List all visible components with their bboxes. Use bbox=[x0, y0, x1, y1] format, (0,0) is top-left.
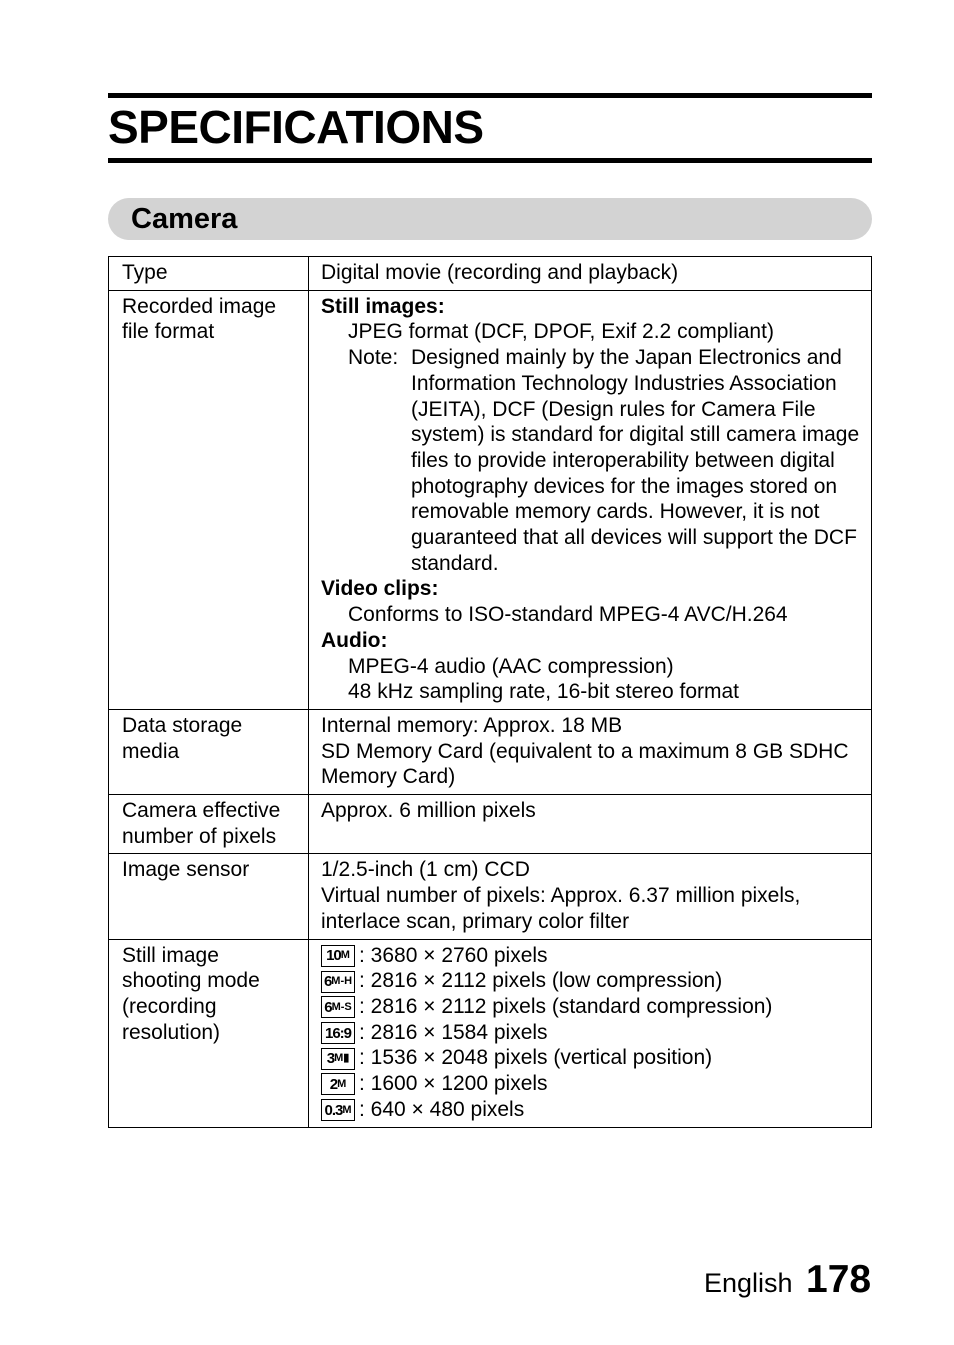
resolution-6m-h-icon: 6 M-H bbox=[321, 971, 355, 993]
resolution-6m-s-icon: 6 M-S bbox=[321, 996, 355, 1018]
section-header bbox=[108, 198, 872, 240]
row-label-storage: Data storage media bbox=[109, 709, 309, 794]
storage-line-2: SD Memory Card (equivalent to a maximum 8 GB SDHC Memory Card) bbox=[321, 739, 849, 789]
note-text: Designed mainly by the Japan Electronics and Information Technology Industries Association (JEITA), DCF (Design rules for Camera File system) is standard for digital still camera image files to provide interoperability between digital photography devices for the images stored on removable memory cards. However, it is not guaranteed that all devices will support the DCF standard. bbox=[411, 346, 860, 575]
dcf-note bbox=[321, 345, 863, 576]
mode-text: : 640 × 480 pixels bbox=[359, 1097, 525, 1121]
mode-text: : 2816 × 1584 pixels bbox=[359, 1020, 548, 1044]
mode-row-3m-vertical bbox=[321, 1045, 863, 1071]
sensor-line-1: 1/2.5-inch (1 cm) CCD bbox=[321, 858, 530, 882]
mode-row-6m-h bbox=[321, 968, 863, 994]
page-title: SPECIFICATIONS bbox=[108, 101, 484, 153]
table-row bbox=[109, 795, 872, 854]
table-row bbox=[109, 709, 872, 794]
resolution-3m-vertical-icon: 3 M▮ bbox=[321, 1048, 355, 1070]
mode-row-2m bbox=[321, 1071, 863, 1097]
sensor-line-2: Virtual number of pixels: Approx. 6.37 million pixels, interlace scan, primary color filter bbox=[321, 884, 801, 933]
resolution-16-9-icon: 16:9 bbox=[321, 1022, 355, 1044]
row-label-format: Recorded image file format bbox=[109, 290, 309, 709]
mode-text: : 1600 × 1200 pixels bbox=[359, 1072, 548, 1096]
row-value-shooting bbox=[309, 939, 872, 1127]
still-images-value: JPEG format (DCF, DPOF, Exif 2.2 compliant) bbox=[348, 320, 774, 344]
audio-value-1: MPEG-4 audio (AAC compression) bbox=[348, 654, 674, 678]
table-row bbox=[109, 257, 872, 291]
note-label: Note: bbox=[348, 346, 399, 370]
video-clips-value: Conforms to ISO-standard MPEG-4 AVC/H.264 bbox=[348, 603, 788, 627]
table-row bbox=[109, 854, 872, 939]
mode-row-10m bbox=[321, 943, 863, 969]
audio-heading: Audio: bbox=[321, 628, 388, 652]
row-label-sensor: Image sensor bbox=[109, 854, 309, 939]
mode-row-0-3m bbox=[321, 1097, 863, 1123]
storage-line-1: Internal memory: Approx. 18 MB bbox=[321, 713, 623, 737]
video-clips-heading: Video clips: bbox=[321, 577, 439, 601]
row-label-shooting: Still image shooting mode (recording resolution) bbox=[109, 939, 309, 1127]
mode-text: : 1536 × 2048 pixels (vertical position) bbox=[359, 1046, 713, 1070]
resolution-10m-icon: 10 M bbox=[321, 945, 355, 967]
row-value-pixels: Approx. 6 million pixels bbox=[309, 795, 872, 854]
section-title: Camera bbox=[131, 203, 238, 235]
row-value-sensor bbox=[309, 854, 872, 939]
resolution-2m-icon: 2 M bbox=[321, 1073, 355, 1095]
mode-row-16-9 bbox=[321, 1020, 863, 1046]
footer-page-number: 178 bbox=[806, 1258, 872, 1301]
spec-table bbox=[108, 256, 872, 1128]
title-rule-bottom bbox=[108, 158, 872, 163]
mode-text: : 2816 × 2112 pixels (low compression) bbox=[359, 969, 723, 993]
mode-text: : 3680 × 2760 pixels bbox=[359, 943, 548, 967]
row-label-pixels: Camera effective number of pixels bbox=[109, 795, 309, 854]
still-images-heading: Still images: bbox=[321, 294, 445, 318]
title-rule-top bbox=[108, 93, 872, 98]
mode-row-6m-s bbox=[321, 994, 863, 1020]
footer-language: English bbox=[704, 1268, 793, 1298]
audio-value-2: 48 kHz sampling rate, 16-bit stereo format bbox=[348, 680, 740, 704]
mode-text: : 2816 × 2112 pixels (standard compression) bbox=[359, 994, 773, 1018]
row-label-type: Type bbox=[109, 257, 309, 291]
row-value-type: Digital movie (recording and playback) bbox=[309, 257, 872, 291]
table-row bbox=[109, 290, 872, 709]
row-value-storage bbox=[309, 709, 872, 794]
table-row bbox=[109, 939, 872, 1127]
row-value-format bbox=[309, 290, 872, 709]
resolution-0-3m-icon: 0.3 M bbox=[321, 1099, 355, 1121]
